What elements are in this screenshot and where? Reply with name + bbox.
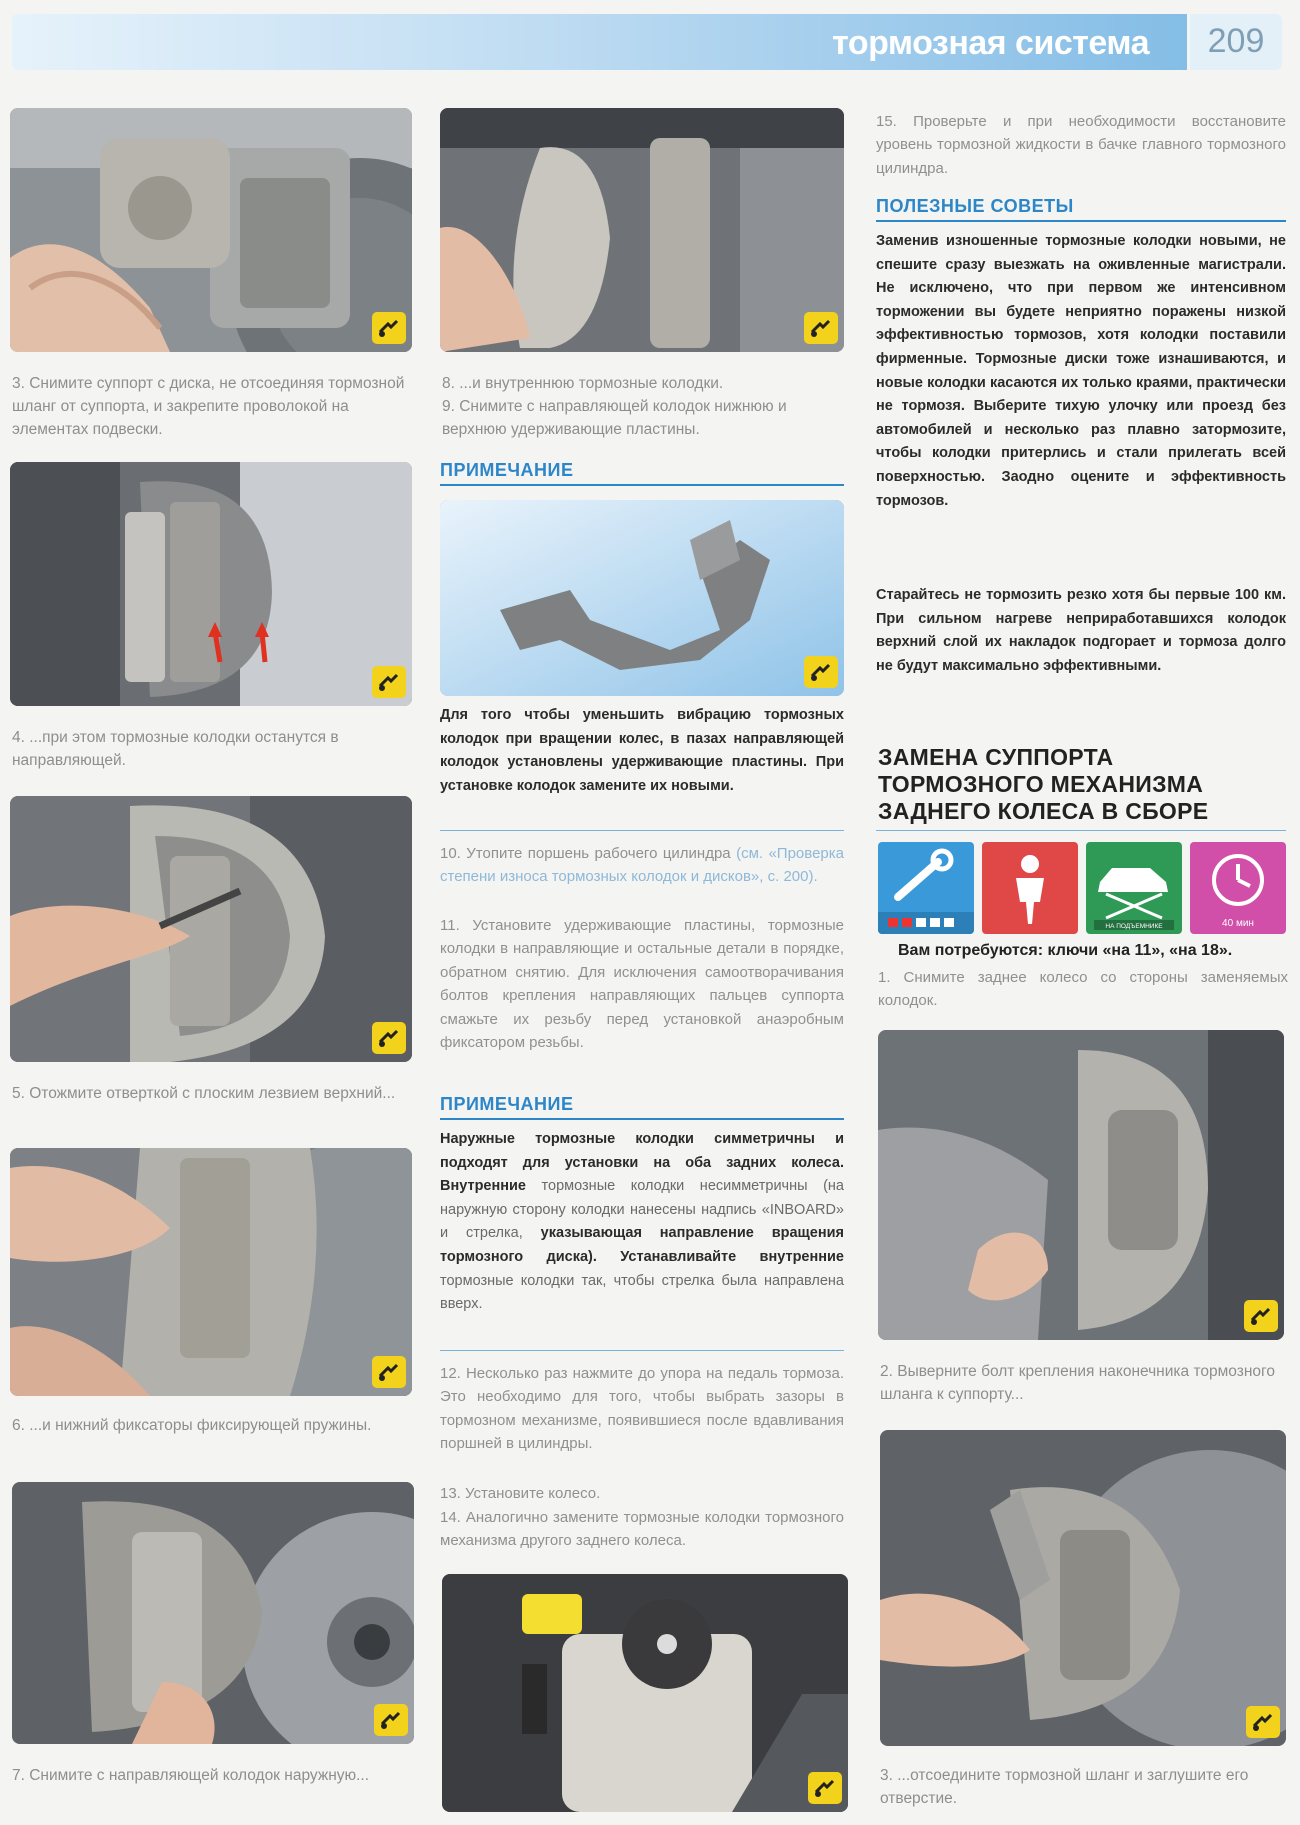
camera-badge-icon	[804, 656, 838, 688]
caption-remove-step-2: 2. Выверните болт крепления наконечника тормозного шланга к суппорту...	[880, 1363, 1275, 1403]
step-13: 13. Установите колесо.	[440, 1485, 601, 1502]
photo-step-5	[10, 796, 412, 1062]
step-15: 15. Проверьте и при необходимости восстановите уровень тормозной жидкости в бачке главного тормозного цилиндра.	[876, 113, 1286, 177]
page-number: 209	[1207, 22, 1265, 60]
section-title-line-3: ЗАДНЕГО КОЛЕСА В СБОРЕ	[878, 798, 1209, 824]
note-heading-1	[440, 460, 844, 486]
photo-retaining-plates	[440, 500, 844, 696]
photo-step-8	[440, 108, 844, 352]
lift-icon	[1086, 842, 1182, 934]
divider	[876, 830, 1286, 831]
tips-heading	[876, 196, 1286, 222]
step-11: 11. Установите удерживающие пластины, тормозные колодки в направляющие и остальные детали в порядке, обратном снятию. Для исключения самоотворачивания болтов крепления направляющих пальцев суппорта смажьте их резьбу перед установкой анаэробным фиксатором резьбы.	[440, 917, 844, 1052]
wrench-difficulty-icon	[878, 842, 974, 934]
tips-paragraph-1: Заменив изношенные тормозные колодки новыми, не спешите сразу выезжать на оживленные магистрали. Не исключено, что при первом же интенсивном торможении вы будете неприятно поражены низкой эффективностью тормозов, хотя колодки поставили фирменные. Тормозные диски тоже изнашиваются, и новые колодки касаются их только краями, практически не тормозя. Выберите тихую улочку или проезд без автомобилей и несколько раз плавно затормозите, чтобы колодки притерлись и стали прилегать всей поверхностью. Заодно оцените и эффективность тормозов.	[876, 233, 1286, 509]
section-title	[878, 744, 1288, 825]
note-2-normal-2: тормозные колодки так, чтобы стрелка была направлена вверх.	[440, 1272, 844, 1313]
lift-icon-label: НА ПОДЪЕМНИКЕ	[1105, 923, 1163, 930]
clock-icon	[1190, 842, 1286, 934]
caption-step-9: 9. Снимите с направляющей колодок нижнюю и верхнюю удерживающие пластины.	[442, 398, 787, 438]
note-2-bold-1: Наружные тормозные колодки симметричны и подходят для установки на оба задних колеса. Внутренние	[440, 1131, 844, 1195]
section-title-line-1: ЗАМЕНА СУППОРТА	[878, 744, 1114, 770]
step-10-text: 10. Утопите поршень рабочего цилиндра	[440, 845, 731, 862]
photo-step-4	[10, 462, 412, 706]
note-2-text	[440, 1128, 844, 1317]
person-icon	[982, 842, 1078, 934]
photo-step-6	[10, 1148, 412, 1396]
section-step-1: 1. Снимите заднее колесо со стороны заменяемых колодок.	[878, 969, 1288, 1010]
tips-paragraph-2: Старайтесь не тормозить резко хотя бы первые 100 км. При сильном нагреве неприработавшихся колодок верхний слой их накладок подгорает и тормоза долго не будут максимально эффективными.	[876, 587, 1286, 674]
camera-badge-icon	[804, 312, 838, 344]
caption-step-4: 4. ...при этом тормозные колодки останутся в направляющей.	[12, 729, 339, 769]
photo-caliper-removal-3	[880, 1430, 1286, 1746]
note-heading-2	[440, 1094, 844, 1120]
caption-step-6: 6. ...и нижний фиксаторы фиксирующей пружины.	[12, 1417, 372, 1434]
chapter-title: тормозная система	[832, 24, 1149, 62]
section-title-line-2: ТОРМОЗНОГО МЕХАНИЗМА	[878, 771, 1204, 797]
note-2-bold-2: указывающая направление вращения тормозного диска). Устанавливайте внутренние	[440, 1225, 844, 1265]
divider	[440, 830, 844, 831]
header-bar	[12, 14, 1187, 70]
clock-icon-label: 40 мин	[1222, 918, 1254, 929]
note-heading-label: ПРИМЕЧАНИЕ	[440, 460, 574, 480]
divider	[440, 1350, 844, 1351]
tips-heading-label: ПОЛЕЗНЫЕ СОВЕТЫ	[876, 196, 1074, 216]
caption-step-5: 5. Отожмите отверткой с плоским лезвием верхний...	[12, 1085, 396, 1102]
note-2-normal-1: тормозные колодки несимметричны (на наружную сторону колодки нанесены надпись «INBOARD» и стрелка,	[440, 1178, 844, 1242]
photo-step-3	[10, 108, 412, 352]
caption-remove-step-3: 3. ...отсоедините тормозной шланг и заглушите его отверстие.	[880, 1767, 1249, 1807]
photo-caliper-removal-2	[878, 1030, 1284, 1340]
step-12: 12. Несколько раз нажмите до упора на педаль тормоза. Это необходимо для того, чтобы выбрать зазоры в тормозном механизме, появившиеся после вдавливания поршней в цилиндры.	[440, 1365, 844, 1453]
photo-brake-fluid-reservoir	[442, 1574, 848, 1812]
camera-badge-icon	[372, 666, 406, 698]
caption-step-7: 7. Снимите с направляющей колодок наружную...	[12, 1767, 370, 1784]
note-1-text: Для того чтобы уменьшить вибрацию тормозных колодок при вращении колес, в пазах направляющей колодок установлены удерживающие пластины. При установке колодок замените их новыми.	[440, 707, 844, 794]
camera-badge-icon	[372, 1022, 406, 1054]
step-14: 14. Аналогично замените тормозные колодки тормозного механизма другого заднего колеса.	[440, 1509, 844, 1550]
camera-badge-icon	[1246, 1706, 1280, 1738]
tools-needed: Вам потребуются: ключи «на 11», «на 18».	[898, 942, 1233, 959]
caption-step-3: 3. Снимите суппорт с диска, не отсоединяя тормозной шланг от суппорта, и закрепите проволокой на элементах подвески.	[12, 375, 405, 438]
step-10-link[interactable]: (см. «Проверка степени износа тормозных колодок и дисков», с. 200).	[440, 845, 844, 886]
camera-badge-icon	[374, 1704, 408, 1736]
page-number-box	[1190, 14, 1282, 70]
step-10	[440, 842, 844, 889]
camera-badge-icon	[372, 312, 406, 344]
camera-badge-icon	[1244, 1300, 1278, 1332]
camera-badge-icon	[808, 1772, 842, 1804]
camera-badge-icon	[372, 1356, 406, 1388]
photo-step-7	[12, 1482, 414, 1744]
note-heading-label: ПРИМЕЧАНИЕ	[440, 1094, 574, 1114]
caption-step-8: 8. ...и внутреннюю тормозные колодки.	[442, 375, 724, 392]
